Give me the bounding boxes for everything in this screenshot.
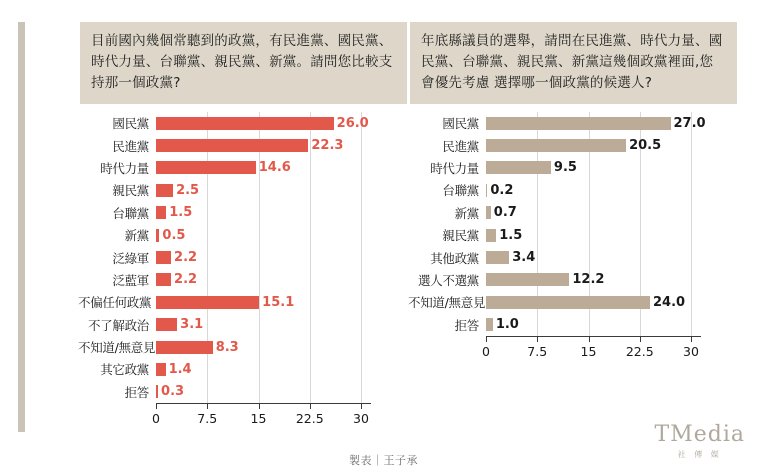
bar-row — [78, 112, 418, 134]
bar-track — [486, 224, 748, 246]
bar-track — [486, 269, 748, 291]
bar-row — [408, 202, 748, 224]
bar-category-label: 泛藍軍 — [112, 272, 149, 288]
bar — [156, 161, 256, 174]
bar-row — [408, 224, 748, 246]
bar-row — [408, 246, 748, 268]
bar — [486, 184, 487, 197]
bar-category-label: 台聯黨 — [442, 183, 479, 199]
bar-value-label: 1.5 — [499, 227, 523, 243]
bar — [486, 273, 569, 286]
bar-track — [486, 134, 748, 156]
bar-row — [78, 157, 418, 179]
bar-category-label: 不知道/無意見 — [408, 295, 486, 311]
bar-track — [156, 291, 418, 313]
bar-rows-candidate-preference — [408, 112, 748, 336]
bar-value-label: 22.3 — [311, 138, 344, 154]
bar-track — [156, 112, 418, 134]
bar-row — [78, 291, 418, 313]
bar-value-label: 2.5 — [176, 182, 200, 198]
bar-category-label: 選人不選黨 — [417, 272, 479, 288]
bar-category-label: 時代力量 — [100, 160, 149, 176]
bar-row — [408, 157, 748, 179]
bar-row — [78, 336, 418, 358]
bar — [156, 273, 171, 286]
bar-row — [78, 269, 418, 291]
bar-track — [486, 202, 748, 224]
bar — [486, 296, 650, 309]
bar-track — [156, 179, 418, 201]
bar-category-label: 拒答 — [454, 317, 479, 333]
bar-category-label: 泛綠軍 — [112, 250, 149, 266]
bar-value-label: 8.3 — [215, 339, 239, 355]
chart-credit: 製表｜王子承 — [349, 454, 418, 467]
bar — [156, 184, 173, 197]
axis-tick — [537, 337, 538, 342]
axis-tick-label: 15 — [250, 411, 267, 427]
axis-tick — [589, 337, 590, 342]
bar-row — [78, 381, 418, 403]
bar — [156, 341, 213, 354]
bar-category-label: 新黨 — [124, 228, 149, 244]
bar-value-label: 14.6 — [258, 160, 291, 176]
bar-row — [78, 358, 418, 380]
bar-category-label: 民進黨 — [112, 138, 149, 154]
bar-category-label: 不了解政治 — [87, 317, 149, 333]
bar-value-label: 12.2 — [572, 272, 605, 288]
bar — [156, 363, 166, 376]
bar-track — [486, 112, 748, 134]
bar-track — [156, 381, 418, 403]
bar-track — [486, 291, 748, 313]
bar-category-label: 時代力量 — [430, 160, 479, 176]
bar-value-label: 9.5 — [553, 160, 577, 176]
bar — [486, 139, 626, 152]
bar-chart-party-support — [78, 112, 418, 432]
bar-value-label: 1.5 — [169, 205, 193, 221]
axis-tick-label: 30 — [683, 344, 699, 359]
bar-category-label: 拒答 — [124, 384, 149, 400]
bar-chart-candidate-preference — [408, 112, 748, 432]
bar — [156, 318, 177, 331]
bar-track — [486, 246, 748, 268]
bar-category-label: 親民黨 — [112, 183, 149, 199]
bar — [156, 206, 166, 219]
bar-value-label: 0.7 — [493, 205, 517, 221]
bar-row — [78, 179, 418, 201]
bar — [156, 296, 259, 309]
axis-tick-label: 30 — [353, 411, 369, 427]
bar — [486, 161, 551, 174]
bar-value-label: 24.0 — [653, 294, 686, 310]
bar — [486, 229, 496, 242]
bar-value-label: 3.1 — [180, 317, 204, 333]
axis-tick — [691, 337, 692, 342]
bar-row — [78, 202, 418, 224]
bar-category-label: 其他政黨 — [430, 250, 479, 266]
bar-track — [156, 134, 418, 156]
axis-tick — [361, 404, 362, 409]
bar-category-label: 不知道/無意見 — [78, 340, 156, 356]
bar-category-label: 國民黨 — [442, 116, 479, 132]
bar-value-label: 1.0 — [495, 317, 519, 333]
chart-title-party-support: 目前國內幾個常聽到的政黨，有民進黨、國民黨、時代力量、台聯黨、親民黨、新黨。請問您比較支持那一個政黨? — [80, 22, 407, 104]
bar-value-label: 27.0 — [673, 115, 706, 131]
bar-row — [408, 112, 748, 134]
bar-row — [408, 291, 748, 313]
bar — [486, 251, 509, 264]
bar-row — [408, 314, 748, 336]
bar — [156, 251, 171, 264]
chart-panel-party-support — [80, 22, 410, 104]
bar-track — [156, 358, 418, 380]
bar-value-label: 20.5 — [629, 138, 662, 154]
bar-category-label: 新黨 — [454, 205, 479, 221]
bar — [156, 117, 334, 130]
bar-track — [156, 336, 418, 358]
bar-value-label: 3.4 — [512, 250, 536, 266]
brand-logo-sub: 社 傳 媒 — [677, 450, 722, 459]
axis-tick — [207, 404, 208, 409]
axis-tick — [640, 337, 641, 342]
bar-value-label: 0.5 — [162, 227, 186, 243]
bar-track — [156, 314, 418, 336]
decorative-accent-bar — [18, 22, 25, 432]
x-axis-candidate-preference — [482, 336, 701, 362]
bar — [486, 318, 493, 331]
bar-value-label: 15.1 — [262, 294, 295, 310]
axis-tick-label: 15 — [580, 344, 597, 359]
axis-tick — [486, 337, 487, 342]
chart-title-candidate-preference: 年底縣議員的選舉，請問在民進黨、時代力量、國民黨、台聯黨、親民黨、新黨這幾個政黨裡面,您會優先考慮 選擇哪一個政黨的候選人? — [410, 22, 737, 104]
axis-tick-label: 22.5 — [295, 411, 324, 427]
brand-logo — [655, 424, 745, 460]
bar-value-label: 0.3 — [161, 384, 185, 400]
bar-rows-party-support — [78, 112, 418, 403]
x-axis-party-support — [152, 403, 371, 429]
bar-category-label: 台聯黨 — [112, 205, 149, 221]
bar-category-label: 國民黨 — [112, 116, 149, 132]
bar — [486, 206, 491, 219]
bar-value-label: 26.0 — [336, 115, 369, 131]
bar — [156, 385, 158, 398]
chart-panel-candidate-preference — [410, 22, 740, 104]
axis-tick-label: 0 — [482, 344, 490, 359]
axis-tick — [310, 404, 311, 409]
bar-row — [78, 224, 418, 246]
bar-value-label: 2.2 — [174, 250, 198, 266]
bar-row — [78, 314, 418, 336]
bar-track — [486, 179, 748, 201]
axis-tick — [259, 404, 260, 409]
bar — [156, 229, 159, 242]
axis-tick-label: 22.5 — [625, 344, 654, 359]
bar-row — [78, 246, 418, 268]
axis-tick-label: 7.5 — [197, 411, 218, 427]
axis-tick-label: 0 — [152, 411, 160, 427]
bar-value-label: 1.4 — [168, 361, 192, 377]
bar-value-label: 2.2 — [174, 272, 198, 288]
bar-value-label: 0.2 — [490, 182, 514, 198]
bar-category-label: 其它政黨 — [100, 362, 149, 378]
bar-track — [486, 157, 748, 179]
bar-track — [156, 246, 418, 268]
bar-category-label: 親民黨 — [442, 228, 479, 244]
bar — [156, 139, 308, 152]
bar — [486, 117, 671, 130]
bar-row — [408, 269, 748, 291]
brand-logo-main: TMedia — [654, 422, 745, 447]
bar-track — [486, 314, 748, 336]
axis-tick-label: 7.5 — [527, 344, 548, 359]
bar-track — [156, 202, 418, 224]
bar-row — [408, 179, 748, 201]
bar-track — [156, 157, 418, 179]
bar-track — [156, 224, 418, 246]
bar-row — [78, 134, 418, 156]
bar-track — [156, 269, 418, 291]
axis-tick — [156, 404, 157, 409]
bar-category-label: 民進黨 — [442, 138, 479, 154]
bar-row — [408, 134, 748, 156]
bar-category-label: 不偏任何政黨 — [78, 295, 152, 311]
